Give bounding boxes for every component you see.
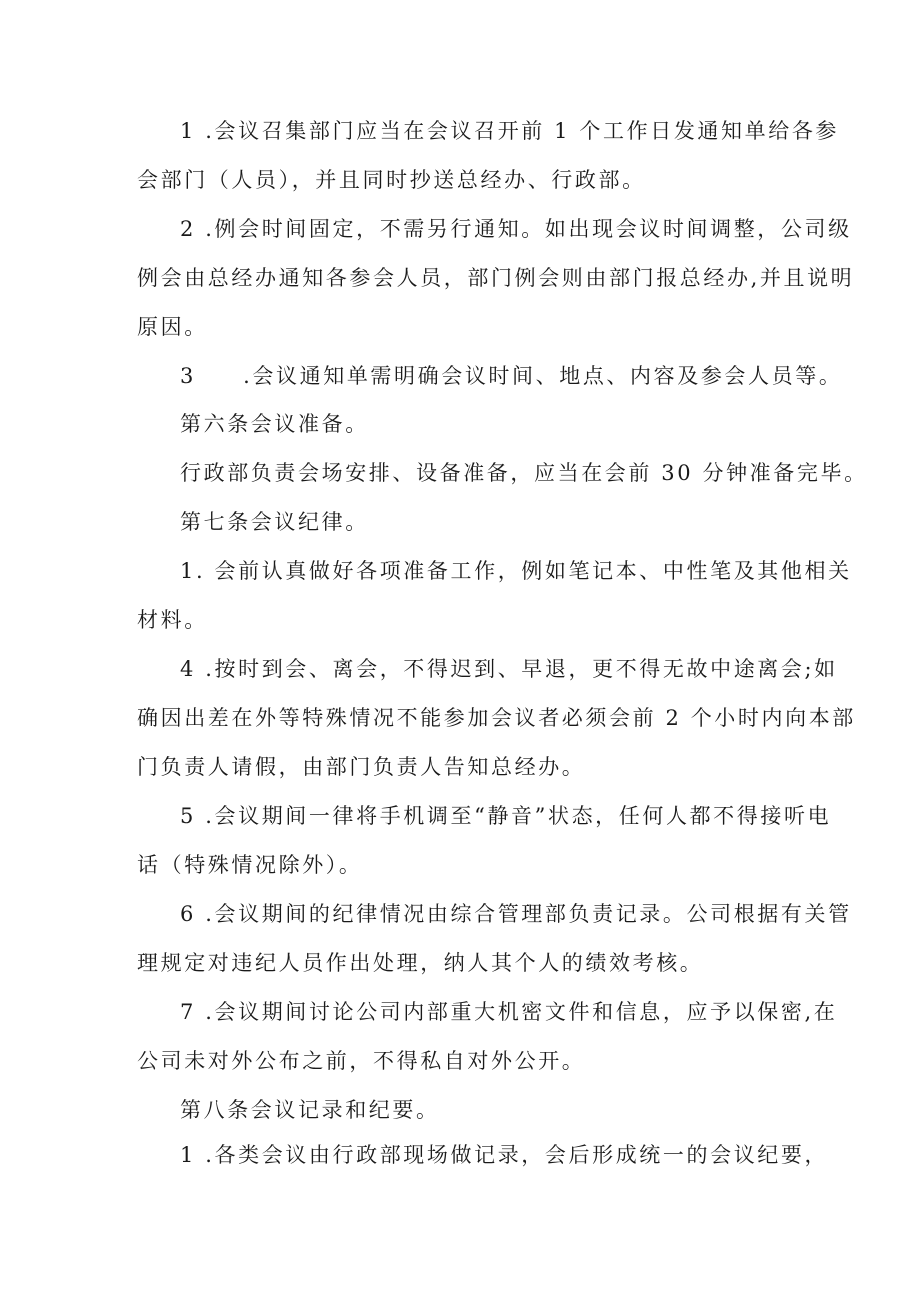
text-line: 理规定对违纪人员作出处理，纳人其个人的绩效考核。 (137, 951, 704, 975)
section-heading: 第六条会议准备。 (180, 412, 369, 436)
text-line: 2 .例会时间固定，不需另行通知。如出现会议时间调整，公司级 (180, 217, 852, 241)
text-line: 5 .会议期间一律将手机调至“静音”状态，任何人都不得接听电 (180, 804, 832, 828)
text-line: 材料。 (137, 608, 208, 632)
text-line: 行政部负责会场安排、设备准备，应当在会前 30 分钟准备完毕。 (180, 461, 868, 485)
text-line: 确因出差在外等特殊情况不能参加会议者必须会前 2 个小时内向本部 (137, 706, 856, 730)
text-line: 话（特殊情况除外）。 (137, 853, 363, 877)
text-line: 1 .会议召集部门应当在会议召开前 1 个工作日发通知单给各参 (180, 119, 840, 143)
section-heading: 第七条会议纪律。 (180, 510, 369, 534)
text-line: 7 .会议期间讨论公司内部重大机密文件和信息，应予以保密,在 (180, 1000, 838, 1024)
text-line: 门负责人请假，由部门负责人告知总经办。 (137, 755, 586, 779)
text-line: 1 .各类会议由行政部现场做记录，会后形成统一的会议纪要， (180, 1143, 829, 1167)
text-line: 公司未对外公布之前，不得私自对外公开。 (137, 1049, 586, 1073)
text-line: 1. 会前认真做好各项准备工作，例如笔记本、中性笔及其他相关 (180, 559, 852, 583)
text-line: 3 .会议通知单需明确会议时间、地点、内容及参会人员等。 (180, 364, 843, 388)
text-line: 4 .按时到会、离会，不得迟到、早退，更不得无故中途离会;如 (180, 657, 838, 681)
text-line: 原因。 (137, 315, 208, 339)
text-line: 会部门（人员），并且同时抄送总经办、行政部。 (137, 168, 646, 192)
text-line: 6 .会议期间的纪律情况由综合管理部负责记录。公司根据有关管 (180, 902, 852, 926)
section-heading: 第八条会议记录和纪要。 (180, 1098, 440, 1122)
text-line: 例会由总经办通知各参会人员，部门例会则由部门报总经办,并且说明 (137, 266, 855, 290)
